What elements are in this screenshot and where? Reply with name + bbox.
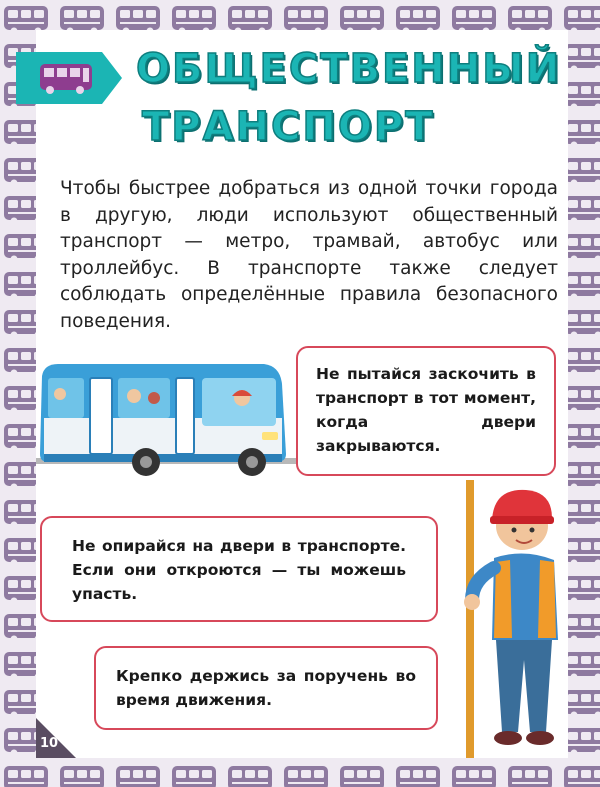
intro-paragraph: Чтобы быстрее добраться из одной точки города в другую, люди используют общественный транспорт — метро, трамвай, автобус или троллейбус. В транспорте также следует соблюдать определённые правила безопасного поведения. xyxy=(60,178,558,332)
title-line-1: ОБЩЕСТВЕННЫЙ xyxy=(136,46,562,92)
page-number: 10 xyxy=(40,736,59,751)
title-line-2: ТРАНСПОРТ xyxy=(142,104,435,150)
bus-illustration xyxy=(36,358,296,488)
bus-icon xyxy=(40,64,92,94)
tip-box-hold-handrail: Крепко держись за поручень во время движения. xyxy=(94,646,438,730)
tip-box-lean-on-doors: Не опирайся на двери в транспорте. Если они откроются — ты можешь упасть. xyxy=(40,516,438,622)
boy-illustration xyxy=(436,480,566,758)
bus-icon-ribbon xyxy=(16,52,122,104)
tip-box-doors-closing: Не пытайся заскочить в транспорт в тот момент, когда двери закрываются. xyxy=(296,346,556,476)
page-title xyxy=(136,40,576,156)
